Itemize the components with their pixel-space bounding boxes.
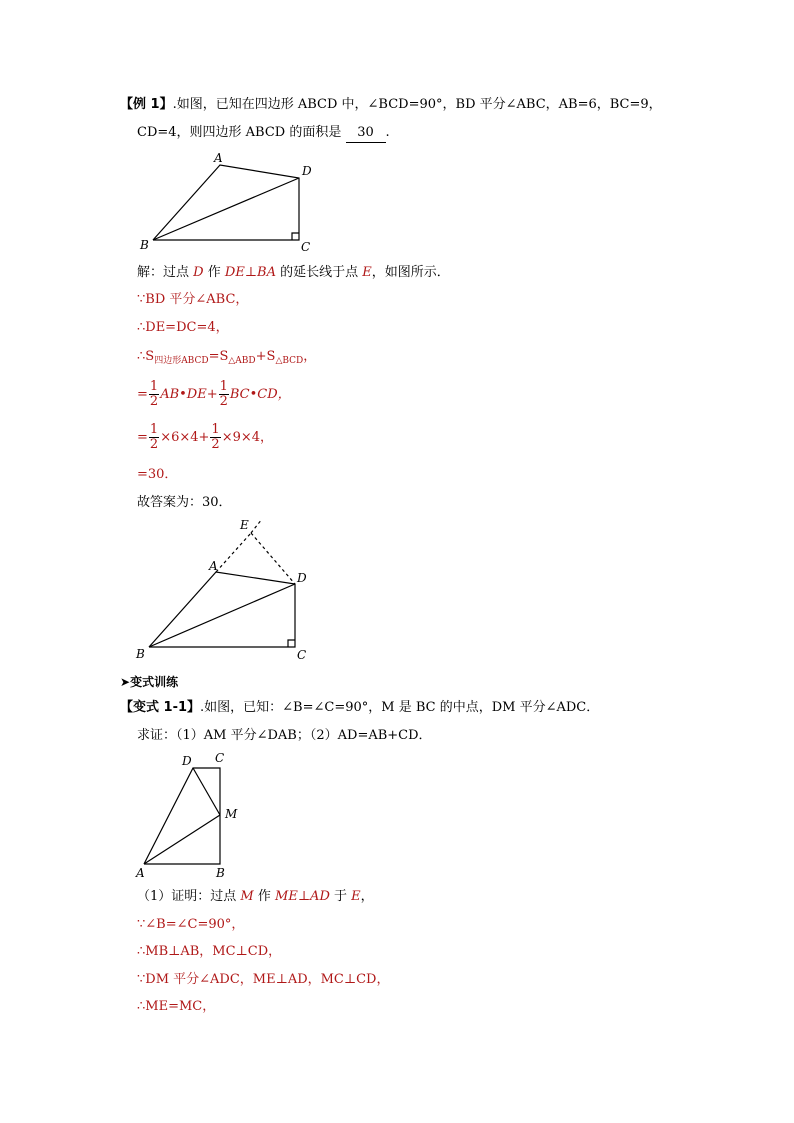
variant1-line2: 求证：（1）AM 平分∠DAB；（2）AD=AB+CD．: [137, 728, 432, 743]
frac-numerator: 1: [211, 422, 220, 437]
figure3-label-d: D: [182, 754, 192, 768]
figure3-label-c: C: [215, 751, 225, 765]
solution1-step4-d: ，: [303, 349, 317, 364]
solution1-step1-perp: DE⊥BA: [224, 265, 276, 280]
variant1-label: 【变式 1-1】: [120, 700, 201, 715]
frac-numerator: 1: [149, 379, 159, 394]
proof1-step4: ∵DM 平分∠ADC，ME⊥AD，MC⊥CD，: [137, 972, 390, 987]
proof1-step2: ∵∠B=∠C=90°，: [137, 917, 245, 932]
solution1-step4-sub1: 四边形ABCD: [154, 356, 209, 366]
solution1-step4-c: +S: [255, 349, 276, 364]
figure1-label-c: C: [301, 240, 311, 254]
figure3-outline: [144, 768, 220, 864]
figure2-label-b: B: [136, 647, 145, 661]
figure2-label-a: A: [209, 559, 218, 573]
solution1-step2: ∵BD 平分∠ABC，: [137, 292, 249, 307]
proof1-step1-text: （1）证明：过点: [137, 889, 237, 904]
solution1-step6-b: ×9×4，: [221, 430, 274, 445]
frac-denominator: 2: [211, 437, 220, 452]
solution1-step1-point-d: D: [193, 265, 204, 280]
figure1-label-b: B: [140, 238, 149, 252]
proof1-step5: ∴ME=MC，: [137, 999, 216, 1014]
solution1-step7: =30．: [137, 467, 178, 482]
proof1-step1-text3: 于: [334, 889, 348, 904]
figure3-segment-dm: [193, 768, 220, 815]
frac-denominator: 2: [219, 394, 228, 409]
proof1-step1-text4: ，: [360, 889, 374, 904]
solution1-step6-eq: =: [137, 430, 148, 445]
solution1-step4-sub2: △ABD: [228, 356, 256, 366]
arrow-icon: ➤: [120, 675, 131, 689]
frac-denominator: 2: [149, 394, 159, 409]
figure2-label-e: E: [240, 518, 249, 532]
solution1-step5-b: BC•CD，: [229, 387, 291, 402]
example1-text2: CD=4，则四边形 ABCD 的面积是: [137, 125, 342, 140]
figure2-label-d: D: [297, 571, 307, 585]
solution1-step3: ∴DE=DC=4，: [137, 320, 229, 335]
example1-answer-blank: 30: [346, 124, 386, 143]
figure3-segment-am: [144, 815, 220, 864]
proof1-step1-perp: ME⊥AD: [275, 889, 330, 904]
solution1-step1-point-e: E: [362, 265, 372, 280]
proof1-step3: ∴MB⊥AB，MC⊥CD，: [137, 944, 282, 959]
figure1-label-d: D: [302, 164, 312, 178]
example1-text1: .如图，已知在四边形 ABCD 中，∠BCD=90°，BD 平分∠ABC，AB=6，BC=9，: [172, 97, 662, 112]
frac-numerator: 1: [149, 422, 159, 437]
solution1-step1-text2: 作: [207, 265, 221, 280]
section-title: 变式训练: [130, 675, 179, 689]
solution1-step1-text3: 的延长线于点: [280, 265, 359, 280]
solution1-conclusion: 故答案为：30．: [137, 495, 232, 510]
proof1-step1-point-e: E: [351, 889, 361, 904]
figure3-label-m: M: [225, 807, 238, 821]
solution1-step1-text4: ，如图所示．: [371, 265, 450, 280]
figure3-label-a: A: [136, 866, 145, 880]
example1-text2-end: .: [385, 125, 390, 140]
figure2-label-c: C: [297, 648, 307, 662]
solution1-step5-eq: =: [137, 387, 148, 402]
proof1-step1-text2: 作: [257, 889, 271, 904]
proof1-step1-point-m: M: [240, 889, 254, 904]
variant1-text1: .如图，已知：∠B=∠C=90°，M 是 BC 的中点，DM 平分∠ADC．: [200, 700, 600, 715]
frac-numerator: 1: [219, 379, 228, 394]
frac-denominator: 2: [149, 437, 159, 452]
proof1-step1: [137, 888, 374, 906]
solution1-step4-b: =S: [208, 349, 229, 364]
solution1-step5-a: AB•DE+: [160, 387, 218, 402]
figure3-label-b: B: [216, 866, 225, 880]
example1-label: 【例 1】: [120, 97, 173, 112]
solution1-step1-text: 解：过点: [137, 265, 190, 280]
solution1-step6-a: ×6×4+: [160, 430, 210, 445]
figure1-label-a: A: [214, 151, 223, 165]
solution1-step4-a: ∴S: [137, 349, 155, 364]
solution1-step4-sub3: △BCD: [275, 356, 304, 366]
